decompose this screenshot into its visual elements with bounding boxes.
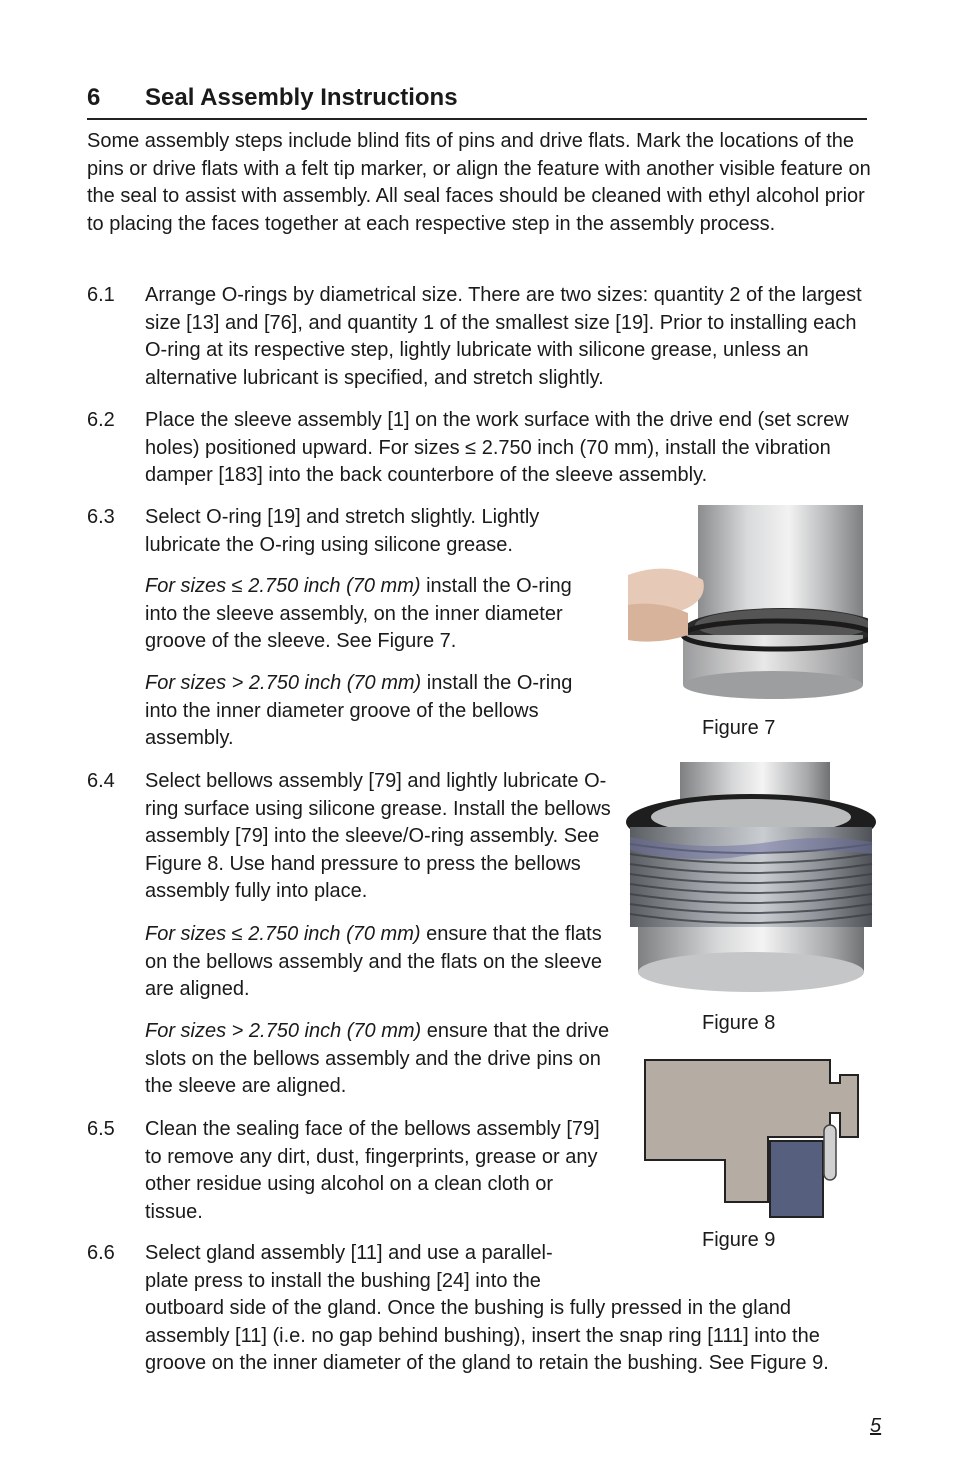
figure-9-caption: Figure 9 bbox=[702, 1229, 776, 1251]
figure-8-photo bbox=[620, 762, 882, 1002]
section-number: 6 bbox=[87, 84, 101, 111]
note-text: install the O-ring into the inner diameter groove of the bellows assembly. bbox=[145, 672, 573, 749]
size-condition: For sizes > 2.750 inch (70 mm) bbox=[145, 672, 422, 694]
figure-7-caption: Figure 7 bbox=[702, 717, 776, 739]
section-heading bbox=[87, 82, 867, 120]
step-note bbox=[145, 1018, 620, 1101]
step-number: 6.3 bbox=[87, 506, 115, 528]
page-number: 5 bbox=[870, 1415, 882, 1437]
step-number: 6.2 bbox=[87, 409, 115, 431]
section-title: Seal Assembly Instructions bbox=[145, 84, 458, 111]
size-condition: For sizes ≤ 2.750 inch (70 mm) bbox=[145, 923, 421, 945]
bushing bbox=[770, 1141, 823, 1217]
note-text: install the O-ring into the sleeve assembly, on the inner diameter groove of the sleeve. See Figure 7. bbox=[145, 575, 572, 652]
size-condition: For sizes ≤ 2.750 inch (70 mm) bbox=[145, 575, 421, 597]
figure-7-photo bbox=[628, 505, 868, 705]
note-text: ensure that the drive slots on the bellows assembly and the drive pins on the sleeve are aligned. bbox=[145, 1020, 610, 1097]
intro-paragraph: Some assembly steps include blind fits of pins and drive flats. Mark the locations of the pins or drive flats with a felt tip marker, or align the feature with another visible feature on the seal to assist with assembly. All seal faces should be cleaned with ethyl alcohol prior to placing the faces together at each respective step in the assembly process. bbox=[87, 130, 871, 235]
step-text: Arrange O-rings by diametrical size. There are two sizes: quantity 2 of the largest size [13] and [76], and quantity 1 of the smallest size [19]. Prior to installing each O-ring at its respective step, lightly lubricate with silicone grease, unless an alternative lubricant is specified, and stretch slightly. bbox=[145, 284, 862, 389]
step-text-continued: outboard side of the gland. Once the bushing is fully pressed in the gland assembly [11] (i.e. no gap behind bushing), insert the snap ring [111] into the groove on the inner diameter of the gland to retain the bushing. See Figure 9. bbox=[145, 1297, 829, 1374]
note-text: ensure that the flats on the bellows assembly and the flats on the sleeve are aligned. bbox=[145, 923, 602, 1000]
step-text: Clean the sealing face of the bellows assembly [79] to remove any dirt, dust, fingerprints, grease or any other residue using alcohol on a clean cloth or tissue. bbox=[145, 1118, 600, 1223]
step-number: 6.5 bbox=[87, 1118, 115, 1140]
figure-8-caption: Figure 8 bbox=[702, 1012, 776, 1034]
step-text: Place the sleeve assembly [1] on the work surface with the drive end (set screw holes) positioned upward. For sizes ≤ 2.750 inch (70 mm), install the vibration damper [183] into the back counterbore of the sleeve assembly. bbox=[145, 409, 849, 486]
step-note bbox=[145, 670, 605, 753]
step-text: Select O-ring [19] and stretch slightly. Lightly lubricate the O-ring using silicone grease. bbox=[145, 506, 540, 556]
step-number: 6.4 bbox=[87, 770, 115, 792]
step-number: 6.6 bbox=[87, 1242, 115, 1264]
step-text: Select bellows assembly [79] and lightly lubricate O-ring surface using silicone grease. Install the bellows assembly [79] into the sleeve/O-ring assembly. See Figure 8. Use hand pressure to press the bellows assembly fully into place. bbox=[145, 770, 611, 902]
snap-ring bbox=[824, 1125, 836, 1180]
size-condition: For sizes > 2.750 inch (70 mm) bbox=[145, 1020, 422, 1042]
step-text: Select gland assembly [11] and use a parallel-plate press to install the bushing [24] into the bbox=[145, 1242, 553, 1292]
figure-9-diagram bbox=[640, 1055, 865, 1225]
step-number: 6.1 bbox=[87, 284, 115, 306]
step-note bbox=[145, 573, 605, 656]
step-note bbox=[145, 921, 615, 1004]
